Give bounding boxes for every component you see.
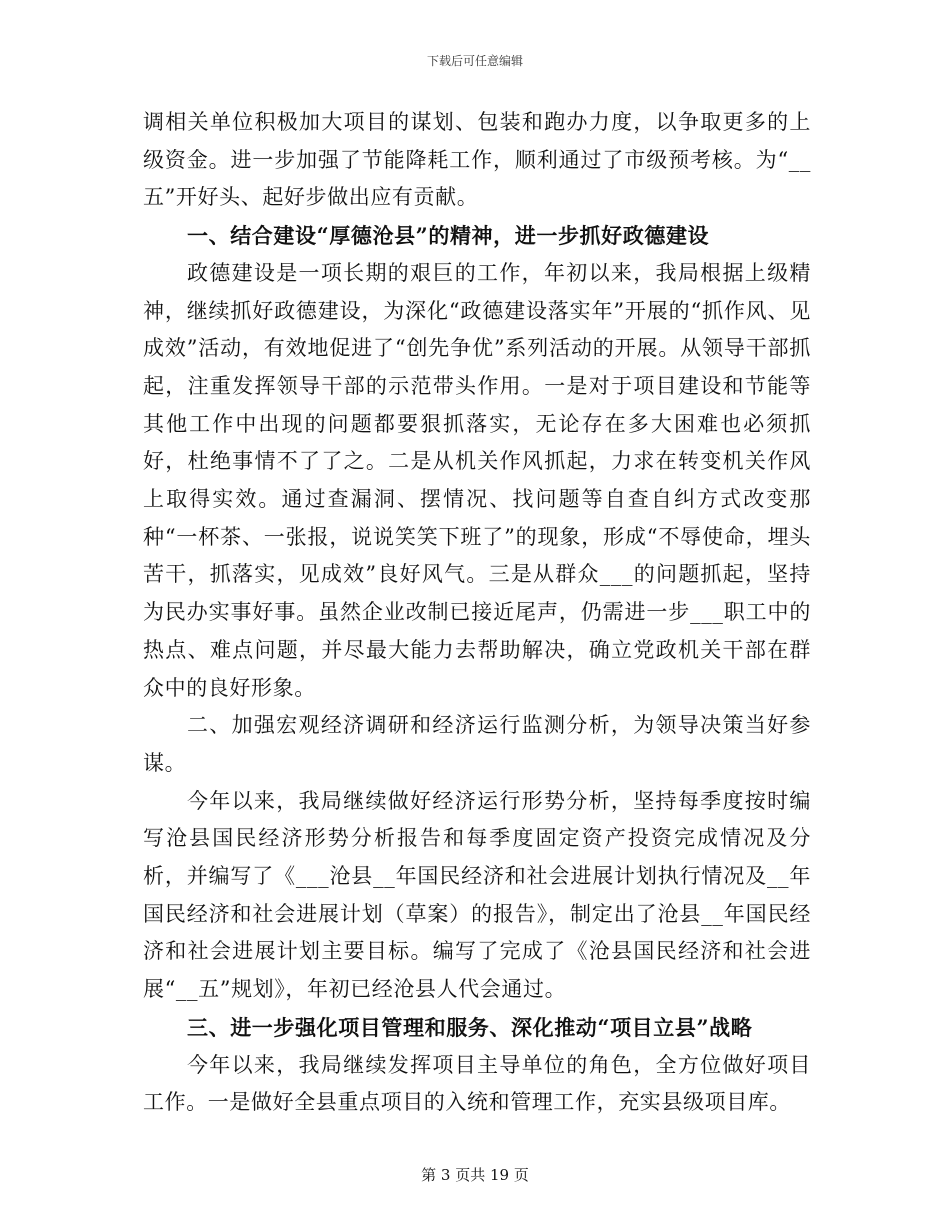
page-footer: 第 3 页共 19 页: [421, 1166, 529, 1184]
section-heading-2: 二、加强宏观经济调研和经济运行监测分析，为领导决策当好参谋。: [143, 713, 811, 775]
document-body: [143, 104, 811, 1122]
paragraph-project-management: 今年以来，我局继续发挥项目主导单位的角色，全方位做好项目工作。一是做好全县重点项目的入统和管理工作，充实县级项目库。: [143, 1052, 811, 1115]
section-heading-3: 三、进一步强化项目管理和服务、深化推动“项目立县”战略: [187, 1014, 753, 1040]
paragraph-economic-analysis: 今年以来，我局继续做好经济运行形势分析，坚持每季度按时编写沧县国民经济形势分析报告和每季度固定资产投资完成情况及分析，并编写了《___沧县__年国民经济和社会进展计划执行情况及__年国民经济和社会进展计划（草案）的报告》，制定出了沧县__年国民经济和社会进展计划主要目标。编写了完成了《沧县国民经济和社会进展“__五”规划》，年初已经沧县人代会通过。: [143, 788, 811, 1002]
paragraph-political-ethics: 政德建设是一项长期的艰巨的工作，年初以来，我局根据上级精神，继续抓好政德建设，为深化“政德建设落实年”开展的“抓作风、见成效”活动，有效地促进了“创先争优”系列活动的开展。从领导干部抓起，注重发挥领导干部的示范带头作用。一是对于项目建设和节能等其他工作中出现的问题都要狠抓落实，无论存在多大困难也必须抓好，杜绝事情不了了之。二是从机关作风抓起，力求在转变机关作风上取得实效。通过查漏洞、摆情况、找问题等自查自纠方式改变那种“一杯茶、一张报，说说笑笑下班了”的现象，形成“不辱使命，埋头苦干，抓落实，见成效”良好风气。三是从群众___的问题抓起，坚持为民办实事好事。虽然企业改制已接近尾声，仍需进一步___职工中的热点、难点问题，并尽最大能力去帮助解决，确立党政机关干部在群众中的良好形象。: [143, 260, 811, 700]
paragraph-continuation: 调相关单位积极加大项目的谋划、包装和跑办力度，以争取更多的上级资金。进一步加强了节能降耗工作，顺利通过了市级预考核。为“__五”开好头、起好步做出应有贡献。: [143, 110, 811, 210]
page-header: 下载后可任意编辑: [426, 54, 523, 68]
section-heading-1: 一、结合建设“厚德沧县”的精神，进一步抓好政德建设: [187, 223, 710, 249]
